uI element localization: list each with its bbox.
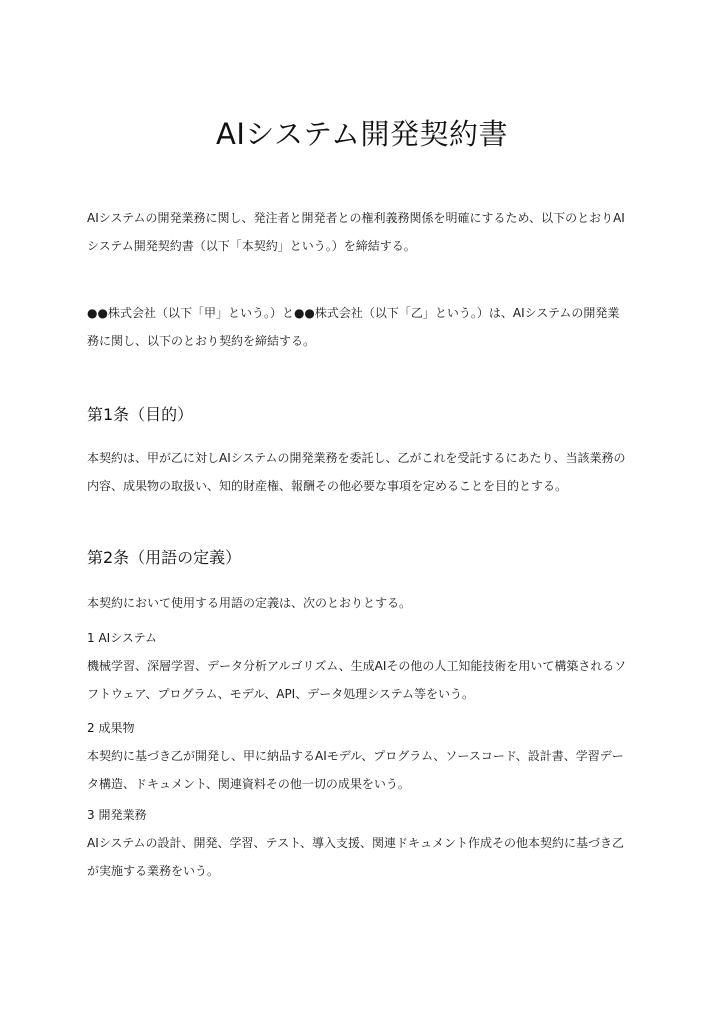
article-1-line: 本契約は、甲が乙に対しAIシステムの開発業務を委託し、乙がこれを受託するにあたり、当該業務の [87, 451, 626, 465]
definition-line: が実施する業務をいう。 [87, 864, 220, 878]
definition-line: フトウェア、プログラム、モデル、API、データ処理システム等をいう。 [87, 687, 475, 701]
article-1-line: 内容、成果物の取扱い、知的財産権、報酬その他必要な事項を定めることを目的とする。 [87, 479, 568, 493]
article-1-heading: 第1条（目的） [87, 405, 194, 424]
article-2-heading: 第2条（用語の定義） [87, 548, 242, 567]
definition-development-work [87, 801, 647, 885]
definition-label: 2 成果物 [87, 721, 135, 735]
preamble-line: AIシステムの開発業務に関し、発注者と開発者との権利義務関係を明確にするため、以下のとおりAI [87, 211, 625, 225]
definition-deliverables [87, 714, 647, 798]
definition-line: タ構造、ドキュメント、関連資料その他一切の成果をいう。 [87, 777, 410, 791]
preamble-line: システム開発契約書（以下「本契約」という。）を締結する。 [87, 239, 416, 253]
parties-line: 務に関し、以下のとおり契約を締結する。 [87, 334, 316, 348]
definition-line: 本契約に基づき乙が開発し、甲に納品するAIモデル、プログラム、ソースコード、設計書、学習デー [87, 749, 624, 763]
definition-ai-system [87, 624, 647, 708]
parties-paragraph [87, 299, 647, 355]
article-2-intro-line: 本契約において使用する用語の定義は、次のとおりとする。 [87, 596, 412, 610]
article-2-intro [87, 589, 647, 617]
definition-line: AIシステムの設計、開発、学習、テスト、導入支援、関連ドキュメント作成その他本契約に基づき乙 [87, 836, 624, 850]
parties-line: ●●株式会社（以下「甲」という。）と●●株式会社（以下「乙」という。）は、AIシステムの開発業 [87, 306, 620, 320]
article-1-body [87, 444, 647, 500]
document-title: AIシステム開発契約書 [216, 117, 508, 151]
definition-label: 1 AIシステム [87, 631, 157, 645]
definition-label: 3 開発業務 [87, 808, 147, 822]
preamble-paragraph [87, 204, 647, 260]
definition-line: 機械学習、深層学習、データ分析アルゴリズム、生成AIその他の人工知能技術を用いて構築されるソ [87, 659, 627, 673]
